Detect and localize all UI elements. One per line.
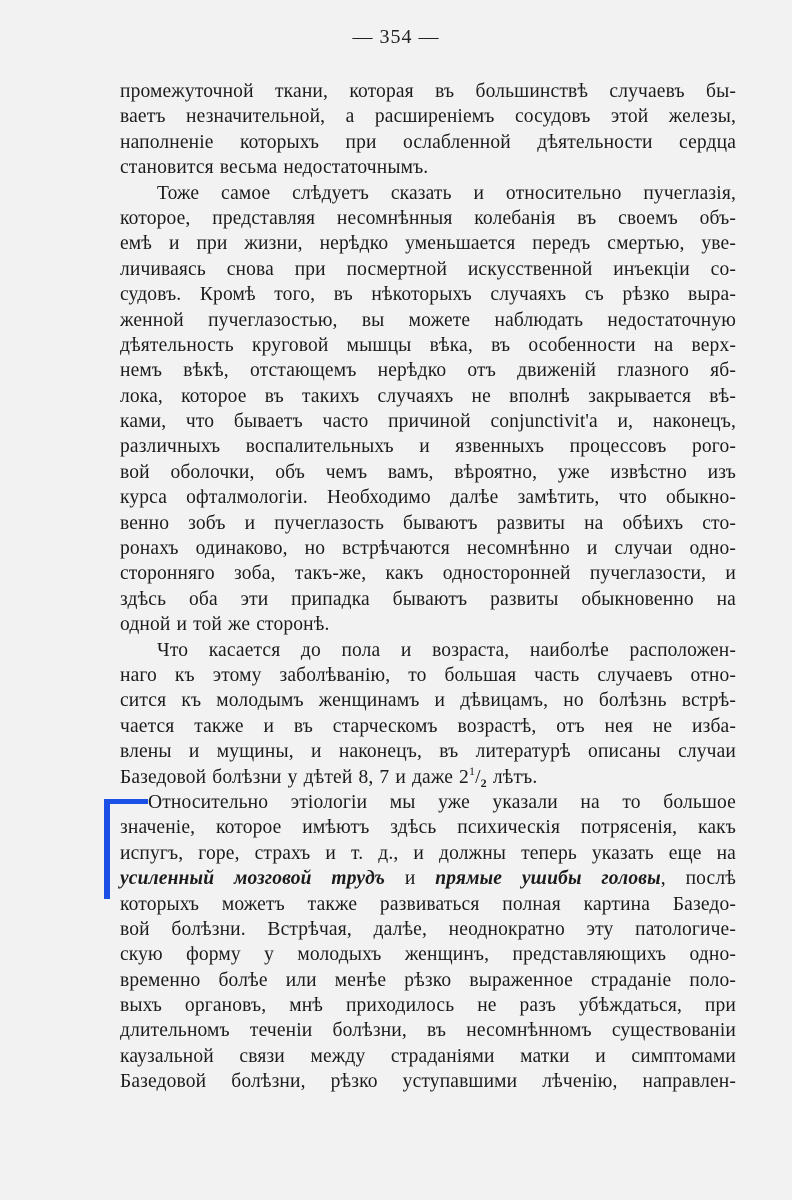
text-line: промежуточной ткани, которая въ большинствѣ случаевъ бы- [120, 81, 736, 102]
text-line: чается также и въ старческомъ возрастѣ, отъ нея не изба- [120, 715, 736, 737]
text-line: Что касается до пола и возраста, наиболѣе расположен- [157, 639, 736, 661]
fraction-whole: 2 [459, 766, 469, 788]
text-line: влены и мущины, и наконецъ, въ литературѣ описаны случаи [120, 741, 736, 763]
text-line: судовъ. Кромѣ того, въ нѣкоторыхъ случаяхъ съ рѣзко выра- [120, 284, 736, 306]
fraction-slash: / [475, 766, 481, 788]
text-line: здѣсь оба эти припадка бываютъ развиты обыкновенно на [120, 588, 736, 610]
text-line: сторонняго зоба, такъ-же, какъ односторонней пучеглазости, и [120, 563, 736, 585]
text-line: которое, представляя несомнѣнныя колебанія въ своемъ объ- [120, 207, 736, 229]
fraction-denominator: 2 [480, 775, 487, 790]
emphasis-text: усиленный мозговой трудъ [120, 868, 386, 890]
line-text-end: , послѣ [660, 868, 736, 890]
text-line: дѣятельность круговой мышцы вѣка, въ особенности на верх- [120, 334, 736, 356]
text-line: каузальной связи между страданіями матки и симптомами [120, 1045, 736, 1067]
text-line: становится весьма недостаточнымъ. [120, 157, 429, 179]
text-line: емѣ и при жизни, нерѣдко уменьшается передъ смертью, уве- [120, 233, 736, 255]
text-line: испугъ, горе, страхъ и т. д., и должны теперь указать еще на [120, 842, 736, 864]
text-line: венно зобъ и пучеглазость бываютъ развиты на обѣихъ сто- [120, 512, 736, 534]
text-line: Базедовой болѣзни, рѣзко уступавшими лѣченію, направлен- [120, 1071, 736, 1093]
text-line: курса офталмологіи. Необходимо далѣе замѣтить, что обыкно- [120, 487, 736, 509]
annotation-bracket-vertical [104, 799, 110, 899]
text-line: Относительно этіологіи мы уже указали на то большое [148, 791, 736, 813]
paragraph-4 [120, 790, 736, 1095]
text-line: ронахъ одинаково, но встрѣчаются несомнѣнно и случаи одно- [120, 538, 736, 560]
text-line: значеніе, которое имѣютъ здѣсь психическія потрясенія, какъ [120, 817, 736, 839]
text-line: вой болѣзни. Встрѣчая, далѣе, неоднократно эту патологиче- [120, 918, 736, 940]
text-line: личиваясь снова при посмертной искусственной инъекціи со- [120, 258, 736, 280]
text-line: длительномъ теченіи болѣзни, въ несомнѣнномъ существованіи [120, 1020, 736, 1042]
text-line-with-fraction [120, 765, 736, 790]
page-number: — 354 — [352, 26, 440, 48]
text-line: лока, которое въ такихъ случаяхъ не вполнѣ закрывается вѣ- [120, 385, 736, 407]
body-text [120, 79, 736, 1095]
text-line: немъ вѣкѣ, отстающемъ нерѣдко отъ движеній глазного яб- [120, 360, 736, 382]
text-line: временно болѣе или менѣе рѣзко выраженное страданіе поло- [120, 969, 736, 991]
paragraph-2 [120, 181, 736, 638]
fraction-numerator: 1 [468, 763, 476, 778]
text-line: ваетъ незначительной, а расширеніемъ сосудовъ этой железы, [120, 106, 736, 128]
text-line: женной пучеглазостью, вы можете наблюдать недостаточную [120, 309, 736, 331]
line-text: Базедовой болѣзни у дѣтей 8, 7 и даже [120, 766, 453, 788]
text-line: Тоже самое слѣдуетъ сказать и относительно пучеглазія, [157, 182, 736, 204]
connector-text: и [404, 868, 416, 890]
line-text-end: лѣтъ. [492, 766, 538, 788]
text-line-with-emphasis [120, 866, 736, 891]
text-line: ками, что бываетъ часто причиной conjunctivit'a и, наконецъ, [120, 411, 736, 433]
paragraph-3 [120, 638, 736, 790]
text-line: скую форму у молодыхъ женщинъ, представляющихъ одно- [120, 944, 736, 966]
text-line: которыхъ можетъ также развиваться полная картина Базедо- [120, 893, 736, 915]
text-line: различныхъ воспалительныхъ и язвенныхъ процессовъ рого- [120, 436, 736, 458]
text-line: сится къ молодымъ женщинамъ и дѣвицамъ, но болѣзнь встрѣ- [120, 690, 736, 712]
text-line: одной и той же сторонѣ. [120, 614, 330, 636]
text-line: выхъ органовъ, мнѣ приходилось не разъ убѣждаться, при [120, 995, 736, 1017]
text-line: наго къ этому заболѣванію, то большая часть случаевъ отно- [120, 664, 736, 686]
text-line: наполненіе которыхъ при ослабленной дѣятельности сердца [120, 131, 736, 153]
text-line: вой оболочки, объ чемъ вамъ, вѣроятно, уже извѣстно изъ [120, 461, 736, 483]
paragraph-1 [120, 79, 736, 181]
emphasis-text: прямые ушибы головы [435, 868, 661, 890]
